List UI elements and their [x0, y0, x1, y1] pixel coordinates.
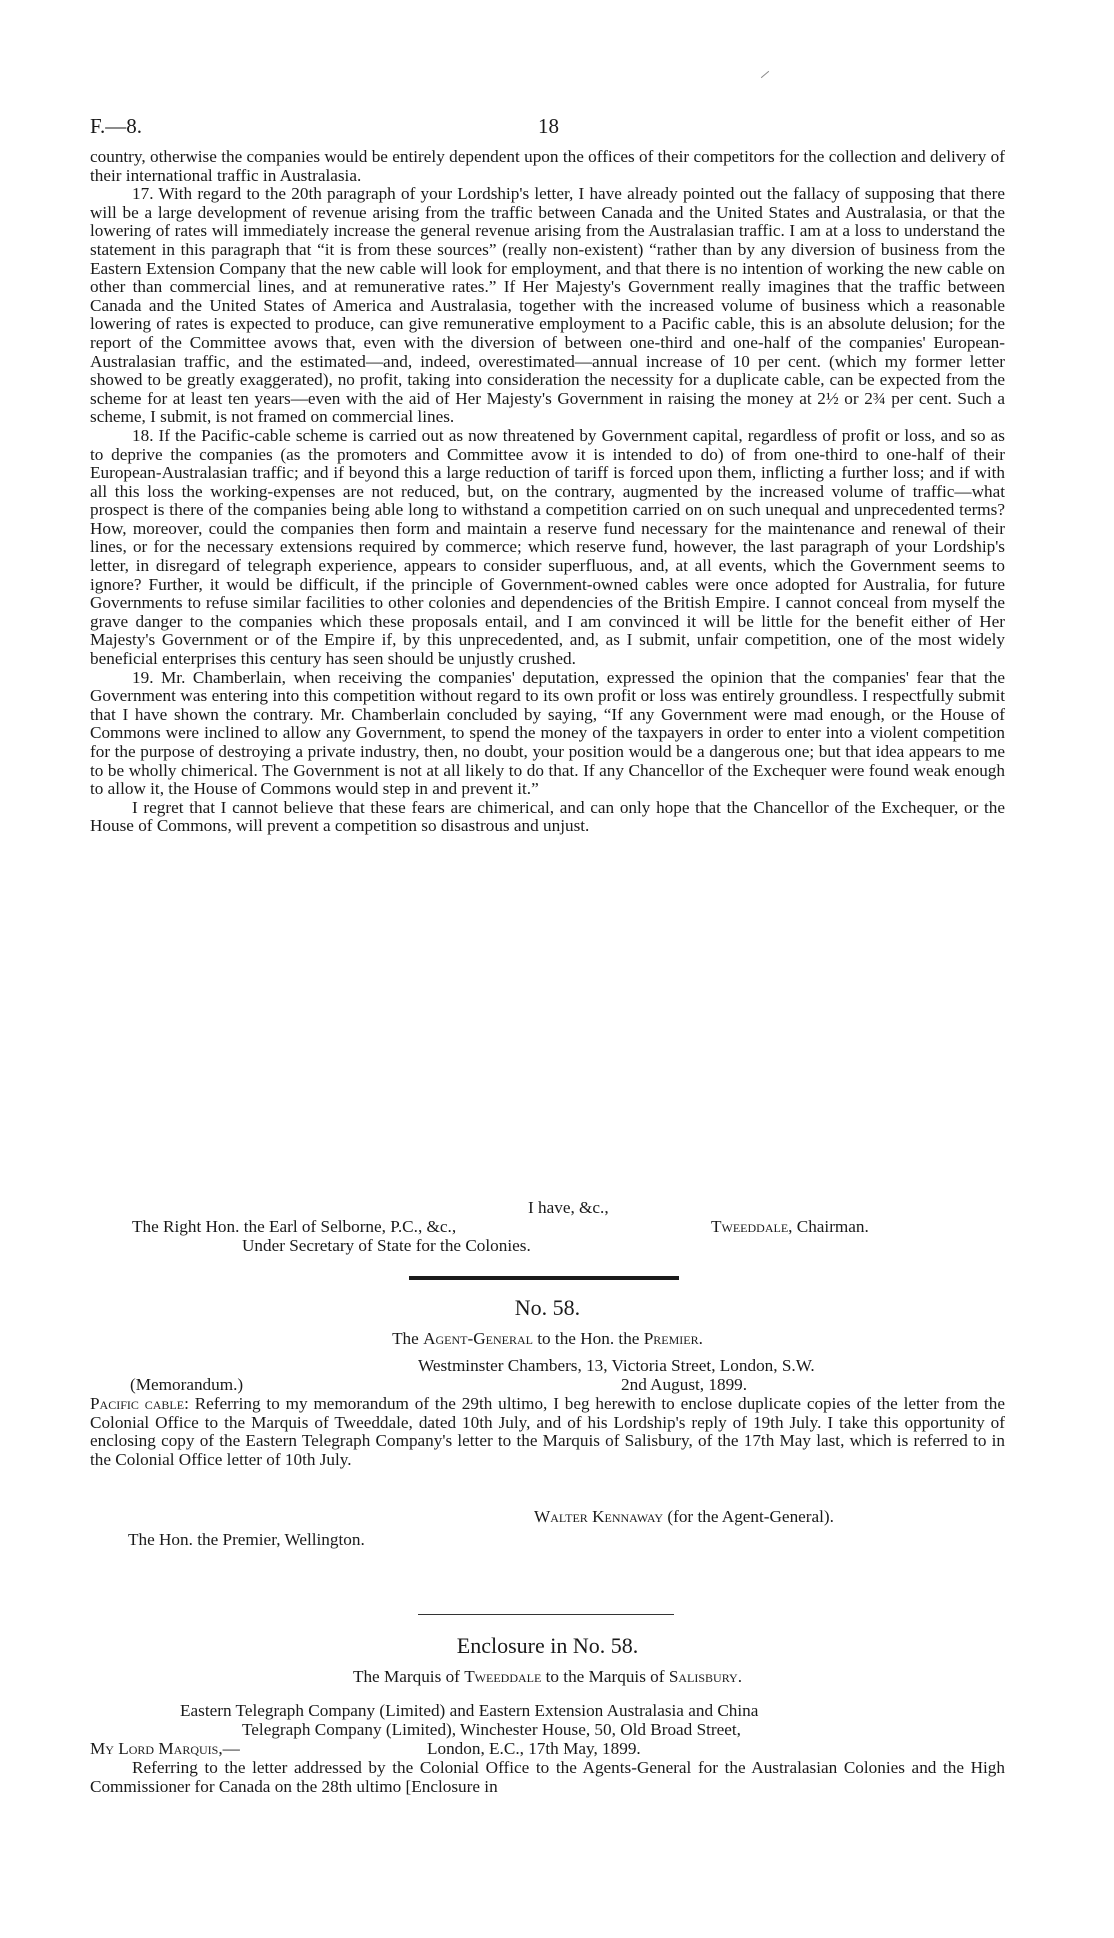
enclosure-address-line-1: Eastern Telegraph Company (Limited) and Eastern Extension Australasia and China — [180, 1701, 759, 1720]
enclosure-body: Referring to the letter addressed by the Colonial Office to the Agents-General for the Australasian Colonies and the High Commissioner for Canada on the 28th ultimo [Enclosure in — [90, 1758, 1005, 1796]
memorandum-recipient: The Hon. the Premier, Wellington. — [128, 1530, 365, 1549]
paragraph-regret: I regret that I cannot believe that these fears are chimerical, and can only hope that the Chancellor of the Exchequer, or the House of Commons, will prevent a competition so disastrous and unjust. — [90, 797, 1005, 836]
document-reference: F.—8. — [90, 114, 142, 138]
memorandum-topic: Pacific cable — [90, 1394, 185, 1413]
section-divider — [409, 1276, 679, 1280]
document-subtitle: The Agent-General to the Hon. the Premier. — [392, 1329, 703, 1348]
memorandum-body: Pacific cable: Referring to my memorandum of the 29th ultimo, I beg herewith to enclose duplicate copies of the letter from the Colonial Office to the Marquis of Tweeddale, dated 10th July, and of his Lordship's reply of 19th July. I take this opportunity of enclosing copy of the Eastern Telegraph Company's letter to the Marquis of Salisbury, of the 17th May last, which is referred to in the Colonial Office letter of 10th July. — [90, 1394, 1006, 1469]
enclosure-divider — [418, 1614, 674, 1615]
valediction: I have, &c., — [528, 1198, 609, 1217]
signature-tweeddale: Tweeddale, Chairman. — [711, 1217, 869, 1236]
sender-address: Westminster Chambers, 13, Victoria Street, London, S.W. — [418, 1356, 815, 1375]
enclosure-address-line-2: Telegraph Company (Limited), Winchester House, 50, Old Broad Street, — [242, 1720, 741, 1739]
paragraph-17: 17. With regard to the 20th paragraph of your Lordship's letter, I have already pointed out the fallacy of supposing that there will be a large development of revenue arising from the traffic between Canada and the United States and Australasia, or that the lowering of rates will immediately increase the general revenue arising from the Australasian traffic. I am at a loss to understand the statement in this paragraph that “it is from these sources” (really non-existent) “rather than by any diversion of business from the Eastern Extension Company that the new cable will look for employment, and that there is no intention of working the new cable on other than commercial lines, and at remunerative rates.” If Her Majesty's Government really imagines that the traffic between Canada and the United States of America and Australasia, together with the increased volume of business which a reasonable lowering of rates is expected to produce, can give remunerative employment to a Pacific cable, this is an absolute delusion; for the report of the Committee avows that, even with the diversion of between one-third and one-half of the companies' European-Australasian traffic, and the estimated—and, indeed, overestimated—annual increase of 10 per cent. (which my former letter showed to be greatly exaggerated), no profit, taking into consideration the necessity for a duplicate cable, can be expected from the scheme for at least ten years—even with the aid of Her Majesty's Government in raising the money at 2½ or 2¾ per cent. Such a scheme, I submit, is not framed on commercial lines. — [90, 184, 1005, 427]
enclosure-date: London, E.C., 17th May, 1899. — [427, 1739, 641, 1758]
salutation: My Lord Marquis,— — [90, 1739, 240, 1758]
paragraph-continued: country, otherwise the companies would be entirely dependent upon the offices of their competitors for the collection and delivery of their international traffic in Australasia. — [90, 147, 1005, 185]
memorandum-date: 2nd August, 1899. — [621, 1375, 748, 1394]
memorandum-label: (Memorandum.) — [130, 1375, 244, 1394]
addressee-line-2: Under Secretary of State for the Colonies. — [242, 1236, 531, 1255]
page-number: 18 — [538, 114, 559, 138]
page-header — [90, 114, 1005, 144]
pencil-mark — [761, 71, 769, 78]
letter-body — [90, 148, 1005, 836]
memorandum-signature: Walter Kennaway (for the Agent-General). — [534, 1507, 834, 1526]
paragraph-19: 19. Mr. Chamberlain, when receiving the companies' deputation, expressed the opinion that the companies' fear that the Government was entering into this competition without regard to its own profit or loss was entirely groundless. I respectfully submit that I have shown the contrary. Mr. Chamberlain concluded by saying, “If any Government were mad enough, or the House of Commons were inclined to allow any Government, to spend the money of the taxpayers in order to enter into a violent competition for the purpose of destroying a private industry, then, no doubt, your position would be a dangerous one; but that idea appears to me to be wholly chimerical. The Government is not at all likely to do that. If any Chancellor of the Exchequer were found weak enough to allow it, the House of Commons would step in and prevent it.” — [90, 667, 1005, 799]
enclosure-heading: Enclosure in No. 58. — [456, 1633, 639, 1658]
paragraph-18: 18. If the Pacific-cable scheme is carried out as now threatened by Government capital, regardless of profit or loss, and so as to deprive the companies (as the promoters and Committee avow it is intended to do) of from one-third to one-half of their European-Australasian traffic; and if beyond this a large reduction of tariff is forced upon them, inflicting a further loss; and if with all this loss the working-expenses are not reduced, but, on the contrary, augmented by the increased volume of traffic—what prospect is there of the companies being able long to withstand a competition carried on on such unequal and unprecedented terms? How, moreover, could the companies then form and maintain a reserve fund necessary for the maintenance and renewal of their lines, or for the necessary extensions required by commerce; which reserve fund, however, the last paragraph of your Lordship's letter, in disregard of telegraph experience, appears to consider superfluous, and, at all events, which the Government seems to ignore? Further, it would be difficult, if the principle of Government-owned cables were once adopted for Australia, for future Governments to refuse similar facilities to other colonies and dependencies of the British Empire. I cannot conceal from myself the grave danger to the companies which these proposals entail, and I am convinced it will be little for the benefit either of Her Majesty's Government or of the Empire if, by this unprecedented, and, as I submit, unfair competition, one of the most widely beneficial enterprises this century has seen should be unjustly crushed. — [90, 425, 1005, 669]
enclosure-subtitle: The Marquis of Tweeddale to the Marquis of Salisbury. — [352, 1667, 743, 1686]
document-number: No. 58. — [514, 1295, 581, 1320]
addressee-line-1: The Right Hon. the Earl of Selborne, P.C., &c., — [132, 1217, 457, 1236]
